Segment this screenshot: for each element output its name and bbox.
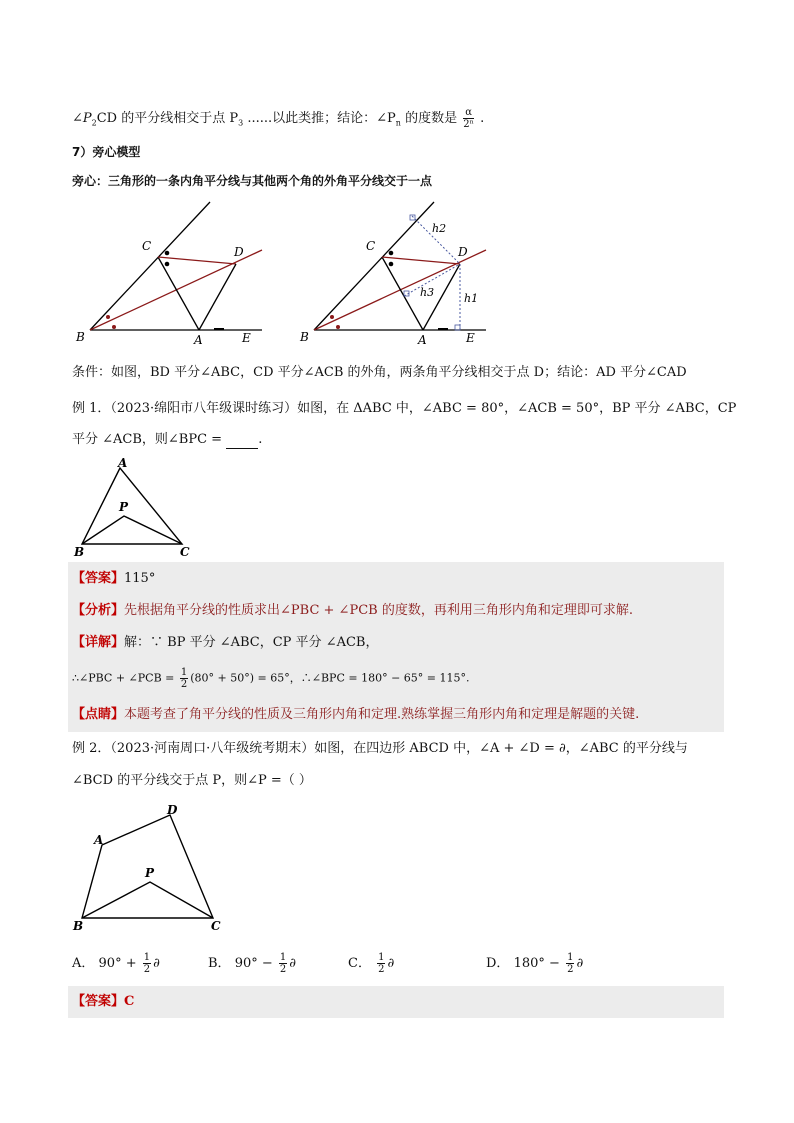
option-b[interactable] — [208, 952, 296, 975]
option-d-letter: D． — [486, 956, 510, 971]
section-heading: 7）旁心模型 — [72, 145, 141, 159]
fig2-label-d: D — [458, 245, 468, 259]
ex1-label-c: C — [180, 545, 190, 559]
example1-answer — [72, 570, 155, 588]
option-a-letter: A． — [72, 956, 95, 971]
comment-text: 本题考查了角平分线的性质及三角形内角和定理.熟练掌握三角形内角和定理是解题的关键. — [124, 707, 640, 722]
option-d-post: ∂ — [576, 956, 584, 971]
fig1-label-d: D — [234, 245, 244, 259]
intro-frac-den: 2ⁿ — [463, 119, 474, 130]
option-a-fraction — [143, 952, 151, 975]
frac-den: 2 — [378, 964, 385, 975]
ex2-label-d: D — [167, 803, 178, 817]
intro-fraction — [463, 107, 474, 130]
fig1-label-c: C — [142, 239, 152, 253]
frac-num: 1 — [143, 952, 151, 963]
frac-num: 1 — [279, 952, 287, 963]
example1-detail — [72, 634, 378, 652]
intro-tail: . — [480, 111, 485, 126]
fig2-label-c: C — [366, 239, 376, 253]
frac-den: 2 — [567, 964, 574, 975]
comment-tag: 【点睛】 — [72, 707, 125, 722]
intro-text-4: 的度数是 — [400, 111, 458, 126]
answer-tag: 【答案】 — [72, 571, 125, 586]
calc-fraction — [180, 667, 188, 690]
example1-line2-tail: . — [258, 432, 263, 447]
fig1-label-e: E — [242, 331, 251, 345]
option-d-fraction — [566, 952, 574, 975]
calc-part-a: ∴∠PBC + ∠PCB = — [72, 671, 175, 685]
intro-frac-num: α — [465, 107, 472, 118]
ex1-label-p: P — [119, 500, 129, 514]
detail-tag: 【详解】 — [72, 635, 125, 650]
intro-text-1: ∠P — [72, 111, 92, 126]
option-d-pre: 180° − — [513, 956, 560, 971]
detail-text: 解：∵ BP 平分 ∠ABC，CP 平分 ∠ACB， — [124, 635, 379, 650]
option-d[interactable] — [486, 952, 583, 975]
excenter-figure-2 — [296, 196, 496, 346]
intro-sub-1: 2 — [91, 118, 97, 128]
example2-answer — [72, 993, 134, 1011]
fig2-label-h2: h2 — [432, 222, 447, 235]
frac-den: 2 — [279, 964, 287, 975]
option-c-post: ∂ — [387, 956, 395, 971]
section-definition: 旁心：三角形的一条内角平分线与其他两个角的外角平分线交于一点 — [72, 174, 433, 188]
ex1-label-a: A — [118, 456, 128, 470]
ex2-label-p: P — [145, 866, 155, 880]
ex1-label-b: B — [74, 545, 85, 559]
fig2-label-h3: h3 — [420, 286, 435, 299]
answer-blank — [226, 436, 258, 449]
example2-line2: ∠BCD 的平分线交于点 P，则∠P =（ ） — [72, 773, 312, 788]
section-condition: 条件：如图，BD 平分∠ABC，CD 平分∠ACB 的外角，两条角平分线相交于点 D；结论：AD 平分∠CAD — [72, 365, 687, 380]
option-c[interactable] — [348, 952, 394, 975]
fig1-label-b: B — [76, 330, 85, 344]
intro-line — [72, 107, 484, 133]
option-a-pre: 90° + — [98, 956, 137, 971]
fig2-label-h1: h1 — [464, 292, 479, 305]
fig1-label-a: A — [194, 333, 203, 346]
option-c-letter: C． — [348, 956, 371, 971]
ex2-label-b: B — [73, 919, 84, 933]
intro-sub-2: 3 — [238, 118, 244, 128]
option-b-fraction — [279, 952, 287, 975]
frac-num: 1 — [378, 952, 385, 963]
option-b-letter: B． — [208, 956, 231, 971]
example1-line2-text: 平分 ∠ACB，则∠BPC = — [72, 432, 223, 447]
intro-text-3: ......以此类推；结论：∠P — [243, 111, 396, 126]
calc-frac-num: 1 — [180, 667, 188, 678]
example2-line1: 例 2．（2023·河南周口·八年级统考期末）如图，在四边形 ABCD 中，∠A + ∠D = ∂，∠ABC 的平分线与 — [72, 741, 688, 756]
example1-analysis — [72, 602, 633, 620]
example2-answer-box — [68, 986, 724, 1018]
option-c-fraction — [377, 952, 385, 975]
fig2-label-b: B — [300, 330, 309, 344]
example1-comment — [72, 706, 639, 724]
answer-value: 115° — [124, 571, 156, 586]
ex2-label-a: A — [94, 833, 104, 847]
excenter-figure-1 — [72, 196, 272, 346]
option-b-pre: 90° − — [234, 956, 273, 971]
option-a[interactable] — [72, 952, 160, 975]
fig2-label-a: A — [418, 333, 427, 346]
calc-frac-den: 2 — [180, 679, 188, 690]
example2-figure — [70, 800, 230, 938]
ex2-label-c: C — [211, 919, 221, 933]
option-a-post: ∂ — [153, 956, 160, 971]
answer-tag: 【答案】 — [72, 994, 125, 1009]
frac-num: 1 — [567, 952, 574, 963]
fig2-label-e: E — [466, 331, 475, 345]
example1-line1: 例 1．（2023·绵阳市八年级课时练习）如图，在 ΔABC 中，∠ABC = 80°，∠ACB = 50°，BP 平分 ∠ABC，CP — [72, 401, 737, 416]
intro-sub-3: n — [395, 118, 401, 128]
answer-value: C — [124, 994, 135, 1009]
example1-line2 — [72, 431, 262, 449]
analysis-tag: 【分析】 — [72, 603, 125, 618]
option-b-post: ∂ — [289, 956, 297, 971]
calc-part-b: (80° + 50°) = 65°，∴∠BPC = 180° − 65° = 115°. — [190, 671, 470, 685]
intro-text-2: CD 的平分线相交于点 P — [96, 111, 239, 126]
example1-figure — [72, 456, 202, 560]
frac-den: 2 — [143, 964, 151, 975]
example1-calc — [72, 667, 469, 690]
analysis-text: 先根据角平分线的性质求出∠PBC + ∠PCB 的度数，再利用三角形内角和定理即可求解. — [124, 603, 633, 618]
